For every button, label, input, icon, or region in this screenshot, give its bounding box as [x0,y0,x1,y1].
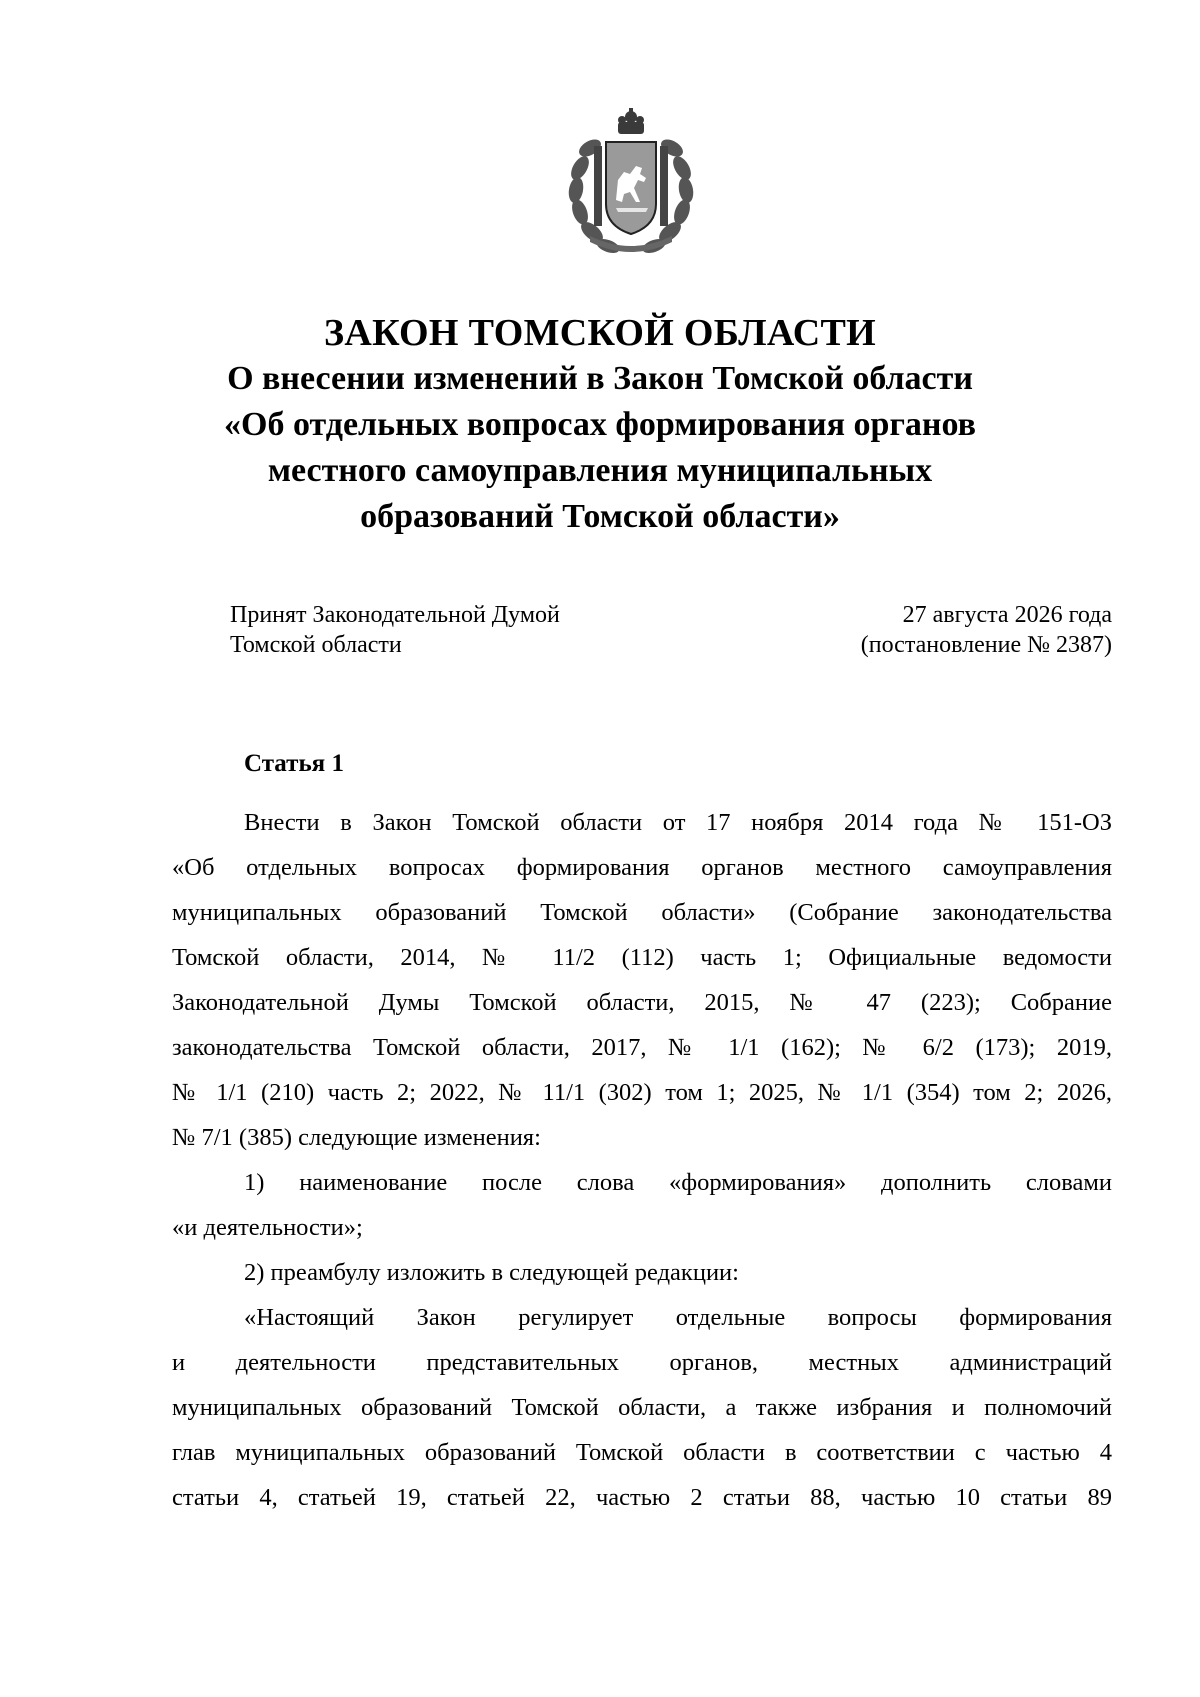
adopted-by-line: Принят Законодательной Думой [230,602,560,628]
resolution-number: (постановление № 2387) [860,632,1112,658]
text-line: и деятельности представительных органов, местных администраций [172,1349,1112,1376]
text-line: законодательства Томской области, 2017, № 1/1 (162); № 6/2 (173); 2019, [172,1034,1112,1061]
law-header [0,310,1200,540]
adoption-date: 27 августа 2026 года [902,602,1112,628]
adoption-date-block [861,600,1112,660]
article-title: Статья 1 [244,750,344,777]
text-line: «Об отдельных вопросах формирования органов местного самоуправления [172,854,1112,881]
text-line: глав муниципальных образований Томской области в соответствии с частью 4 [172,1439,1112,1466]
text-line: Законодательной Думы Томской области, 2015, № 47 (223); Собрание [172,989,1112,1016]
law-subtitle-line: образований Томской области» [360,498,840,535]
text-line: статьи 4, статьей 19, статьей 22, частью 2 статьи 88, частью 10 статьи 89 [172,1484,1112,1511]
law-title: ЗАКОН ТОМСКОЙ ОБЛАСТИ [324,312,876,354]
adopted-by-block [230,600,560,660]
text-line: Томской области, 2014, № 11/2 (112) часть 1; Официальные ведомости [172,944,1112,971]
law-subtitle-line: местного самоуправления муниципальных [267,452,933,489]
text-line: № 1/1 (210) часть 2; 2022, № 11/1 (302) том 1; 2025, № 1/1 (354) том 2; 2026, [172,1079,1112,1106]
law-subtitle-line: О внесении изменений в Закон Томской области [227,360,973,397]
law-subtitle-line: «Об отдельных вопросах формирования органов [224,406,976,443]
text-line: № 7/1 (385) следующие изменения: [172,1124,541,1151]
text-line: «Настоящий Закон регулирует отдельные вопросы формирования [244,1304,1112,1331]
adopted-by-line: Томской области [230,632,402,658]
text-line: муниципальных образований Томской области» (Собрание законодательства [172,899,1112,926]
text-line: 1) наименование после слова «формирования» дополнить словами [244,1169,1112,1196]
coat-of-arms-emblem [560,108,702,258]
text-line: Внести в Закон Томской области от 17 ноября 2014 года № 151-ОЗ [244,809,1112,836]
text-line: муниципальных образований Томской области, а также избрания и полномочий [172,1394,1112,1421]
text-line: 2) преамбулу изложить в следующей редакции: [244,1259,739,1286]
article-body [172,800,1112,1520]
text-line: «и деятельности»; [172,1214,363,1241]
